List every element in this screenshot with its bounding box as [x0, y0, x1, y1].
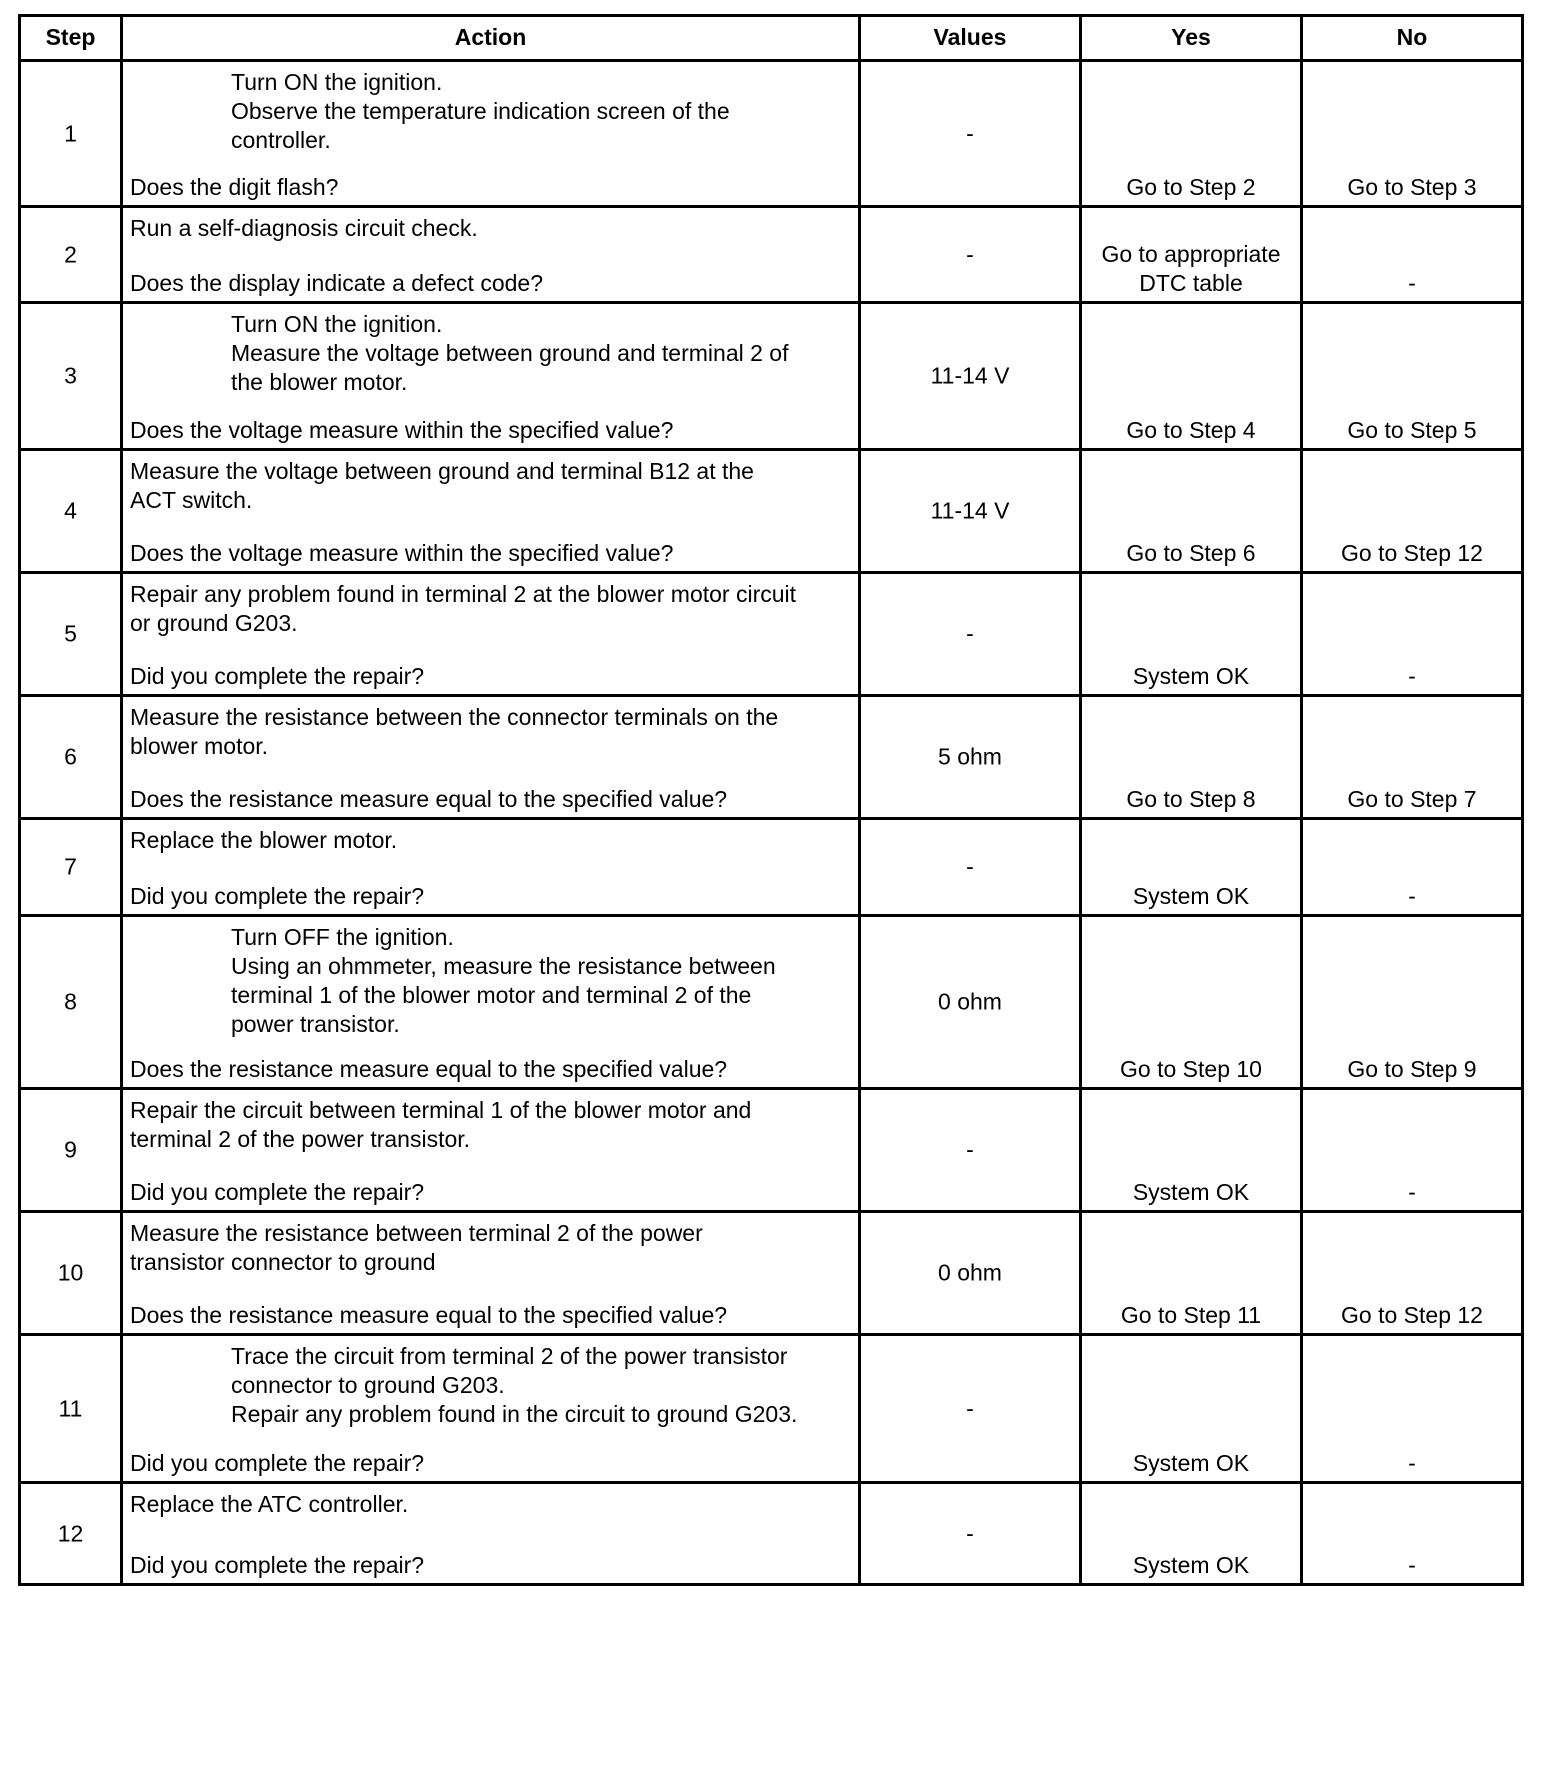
no-result: Go to Step 12: [1341, 1302, 1483, 1328]
yes-result: System OK: [1132, 1450, 1250, 1476]
no-result: -: [1408, 663, 1416, 689]
no-result: Go to Step 3: [1347, 174, 1477, 200]
header-no: No: [1300, 17, 1521, 59]
table-row: [21, 694, 1521, 817]
table-row: [21, 448, 1521, 571]
action-text: Trace the circuit from terminal 2 of the power transistor connector to ground G203. Repair any problem found in the circuit to ground G203.: [231, 1343, 798, 1427]
header-values: Values: [858, 17, 1079, 59]
table-row: [21, 914, 1521, 1087]
yes-result: System OK: [1132, 1179, 1250, 1205]
value-text: -: [966, 241, 974, 267]
diagnostic-table: [18, 14, 1524, 1586]
value-text: 0 ohm: [938, 988, 1002, 1015]
value-text: -: [966, 120, 974, 146]
table-row: [21, 205, 1521, 301]
no-result: -: [1408, 270, 1416, 296]
action-question: Did you complete the repair?: [130, 1552, 425, 1578]
yes-result: Go to Step 2: [1126, 174, 1256, 200]
step-number: 12: [57, 1520, 84, 1546]
table-row: [21, 1333, 1521, 1481]
table-row: [21, 1481, 1521, 1583]
action-text: Turn ON the ignition. Measure the voltage between ground and terminal 2 of the blower motor.: [231, 311, 789, 395]
action-question: Does the voltage measure within the specified value?: [130, 417, 674, 443]
yes-result: Go to Step 10: [1120, 1056, 1262, 1082]
step-number: 1: [64, 120, 77, 146]
action-text: Run a self-diagnosis circuit check.: [130, 215, 478, 241]
no-result: Go to Step 12: [1341, 540, 1483, 566]
value-text: -: [966, 620, 974, 647]
action-question: Does the resistance measure equal to the specified value?: [130, 786, 728, 812]
action-text: Repair the circuit between terminal 1 of the blower motor and terminal 2 of the power transistor.: [130, 1097, 752, 1152]
no-result: Go to Step 7: [1347, 786, 1477, 812]
action-text: Replace the ATC controller.: [130, 1491, 409, 1517]
table-row: [21, 1087, 1521, 1210]
action-text: Measure the resistance between the connector terminals on the blower motor.: [130, 704, 779, 759]
value-text: -: [966, 1520, 974, 1546]
action-text: Turn ON the ignition. Observe the temperature indication screen of the controller.: [231, 69, 730, 153]
value-text: -: [966, 1395, 974, 1421]
no-result: -: [1408, 1552, 1416, 1578]
action-question: Does the display indicate a defect code?: [130, 270, 543, 296]
step-number: 5: [64, 620, 77, 647]
header-yes: Yes: [1079, 17, 1300, 59]
header-step: Step: [45, 24, 96, 50]
yes-result: Go to Step 8: [1126, 786, 1256, 812]
action-text: Replace the blower motor.: [130, 827, 398, 853]
yes-result: System OK: [1132, 883, 1250, 909]
no-result: -: [1408, 883, 1416, 909]
step-number: 8: [64, 988, 77, 1015]
table-header-row: [21, 17, 1521, 59]
no-result: Go to Step 9: [1347, 1056, 1477, 1082]
table-row: [21, 301, 1521, 448]
action-question: Did you complete the repair?: [130, 1450, 425, 1476]
header-action: Action: [120, 17, 858, 59]
step-number: 6: [64, 743, 77, 770]
table-row: [21, 571, 1521, 694]
value-text: 11-14 V: [930, 497, 1010, 524]
step-number: 9: [64, 1136, 77, 1163]
action-question: Did you complete the repair?: [130, 883, 425, 909]
action-question: Did you complete the repair?: [130, 663, 425, 689]
step-number: 7: [64, 853, 77, 880]
yes-result: Go to Step 4: [1126, 417, 1256, 443]
step-number: 4: [64, 497, 77, 524]
step-number: 2: [64, 241, 77, 267]
table-row: [21, 817, 1521, 914]
action-question: Does the resistance measure equal to the specified value?: [130, 1302, 728, 1328]
action-question: Did you complete the repair?: [130, 1179, 425, 1205]
no-result: -: [1408, 1179, 1416, 1205]
step-number: 3: [64, 362, 77, 389]
yes-result: Go to Step 6: [1126, 540, 1256, 566]
table-row: [21, 59, 1521, 205]
value-text: -: [966, 853, 974, 880]
yes-result: Go to appropriate DTC table: [1101, 241, 1281, 296]
step-number: 10: [57, 1259, 84, 1286]
no-result: -: [1408, 1450, 1416, 1476]
action-question: Does the voltage measure within the specified value?: [130, 540, 674, 566]
action-text: Measure the voltage between ground and terminal B12 at the ACT switch.: [130, 458, 754, 513]
yes-result: System OK: [1132, 663, 1250, 689]
value-text: 11-14 V: [930, 362, 1010, 389]
action-text: Turn OFF the ignition. Using an ohmmeter, measure the resistance between terminal 1 of the blower motor and terminal 2 of the power transistor.: [231, 924, 776, 1037]
yes-result: Go to Step 11: [1120, 1302, 1262, 1328]
no-result: Go to Step 5: [1347, 417, 1477, 443]
action-text: Measure the resistance between terminal 2 of the power transistor connector to ground: [130, 1220, 703, 1275]
action-question: Does the digit flash?: [130, 174, 339, 200]
action-question: Does the resistance measure equal to the specified value?: [130, 1056, 728, 1082]
value-text: 5 ohm: [938, 743, 1002, 770]
value-text: -: [966, 1136, 974, 1163]
step-number: 11: [58, 1395, 83, 1421]
action-text: Repair any problem found in terminal 2 at the blower motor circuit or ground G203.: [130, 581, 797, 636]
value-text: 0 ohm: [938, 1259, 1002, 1286]
table-row: [21, 1210, 1521, 1333]
yes-result: System OK: [1132, 1552, 1250, 1578]
